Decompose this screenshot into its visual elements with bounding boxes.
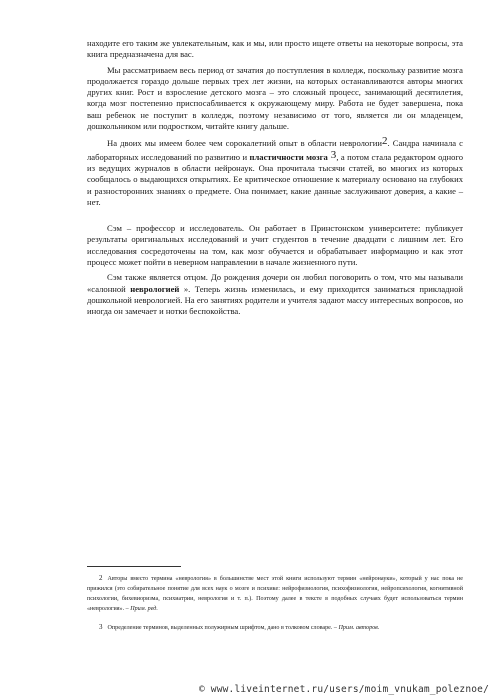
footnotes	[87, 573, 463, 641]
footnote-ref-3[interactable]: 3	[327, 148, 337, 161]
footnote-number: 3	[99, 623, 103, 631]
footnote-2: 2 Авторы вместо термина «неврология» в большинстве мест этой книги используют термин «нейронауки», который у нас пока не прижился (это собирательное понятие для всех наук о мозге и психике: нейрофизиология, психофизиология, нейропсихология, когнитивной психологии, бихевиоризма, психиатрии, неврология и т. п.). Поэтому далее в тексте в подобных случаях будет использоваться термин «неврология». – Прим. ред.	[87, 574, 463, 612]
paragraph-continuation: находите его таким же увлекательным, как и мы, или просто ищете ответы на некоторые вопросы, эта книга предназначена для вас.	[87, 38, 463, 60]
paragraph-father: Сэм также является отцом. До рождения дочери он любил поговорить о том, что мы называли «салонной неврологией ». Теперь жизнь изменилась, и ему приходится заниматься прикладной дошкольной неврологией. На его занятиях родители и учителя задают массу интересных вопросов, но иногда он замечает и нотки беспокойства.	[87, 272, 464, 317]
body-text	[87, 38, 463, 322]
paragraph-sam: Сэм – профессор и исследователь. Он работает в Принстонском университете: публикует результаты оригинальных исследований и учит студентов в течение двадцати с лишним лет. Его исследования сосредоточены на том, как мозг обучается и обрабатывает информацию и как этот процесс может пойти в неверном направлении в начале жизненного пути.	[87, 223, 463, 268]
footnote-ref-2[interactable]: 2	[381, 135, 388, 148]
footnote-number: 2	[99, 574, 103, 582]
bold-term-plasticity: пластичности мозга	[249, 151, 328, 162]
watermark-url: © www.liveinternet.ru/users/moim_vnukam_poleznoe/	[198, 684, 489, 695]
footnote-note: Прим. ред.	[130, 606, 158, 612]
footnote-divider	[87, 566, 181, 567]
bold-term-neurology: неврологией	[130, 283, 180, 294]
paragraph-period: Мы рассматриваем весь период от зачатия до поступления в колледж, поскольку развитие мозга продолжается гораздо дольше первых трех лет жизни, на которых останавливаются авторы многих других книг. Рост и взросление детского мозга – это сложный процесс, занимающий десятилетия, когда мозг постепенно приспосабливается к окружающему миру. Работа не будет завершена, пока ваш ребенок не поступит в колледж, поэтому независимо от того, является ли он младенцем, дошкольником или подростком, читайте книгу дальше.	[87, 64, 463, 132]
paragraph-experience: На двоих мы имеем более чем сорокалетний опыт в области неврологии2. Сандра начинала с лабораторных исследований по развитию и пластичности мозга 3, а потом стала редактором одного из ведущих журналов в области нейронаук. Она прочитала тысячи статей, во многих из которых сообщалось о выдающихся открытиях. Ее критическое отношение к материалу основано на глубоких и разносторонних знаниях о предмете. Она понимает, какие данные заслуживают доверия, а какие – нет.	[87, 135, 464, 207]
footnote-note: Прим. авторов.	[338, 625, 380, 631]
footnote-3: 3 Определение терминов, выделенных полужирным шрифтом, дано в толковом словаре. – Прим. авторов.	[99, 623, 380, 631]
